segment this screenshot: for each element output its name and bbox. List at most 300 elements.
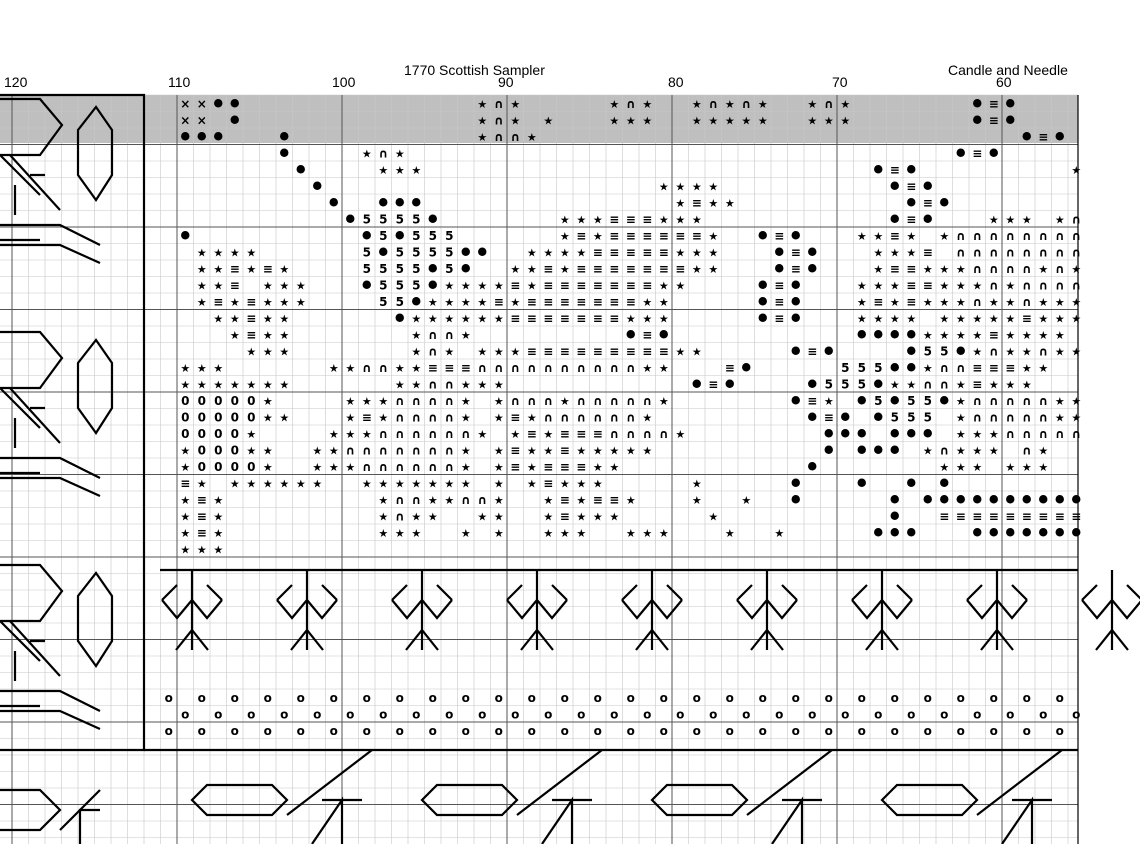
stitch-star: ★ [708,510,719,524]
stitch-ring: o [593,690,602,705]
stitch-star: ★ [444,345,455,359]
stitch-five: 5 [857,360,866,375]
stitch-star: ★ [955,460,966,474]
minor-grid [0,95,1081,844]
stitch-arch: ∩ [361,443,372,458]
stitch-star: ★ [955,411,966,425]
stitch-star: ★ [972,460,983,474]
stitch-ring: o [923,690,932,705]
stitch-star: ★ [609,510,620,524]
stitch-lines: ≡ [889,228,900,243]
stitch-star: ★ [856,279,867,293]
stitch-star: ★ [279,328,290,342]
stitch-zero: 0 [214,426,223,441]
stitch-ring: o [890,690,899,705]
stitch-star: ★ [724,526,735,540]
stitch-star: ★ [394,163,405,177]
stitch-star: ★ [889,246,900,260]
stitch-ring: o [560,723,569,738]
stitch-lines: ≡ [576,311,587,326]
stitch-dot [775,248,783,256]
stitch-arch: ∩ [444,443,455,458]
stitch-dot [808,248,816,256]
stitch-star: ★ [988,378,999,392]
stitch-star: ★ [675,213,686,227]
stitch-dot [1023,132,1031,140]
stitch-arch: ∩ [1054,228,1065,243]
stitch-arch: ∩ [559,410,570,425]
stitch-star: ★ [757,97,768,111]
stitch-arch: ∩ [972,393,983,408]
stitch-star: ★ [460,477,471,491]
stitch-star: ★ [262,444,273,458]
stitch-arch: ∩ [576,393,587,408]
stitch-star: ★ [378,477,389,491]
stitch-ring: o [329,723,338,738]
stitch-lines: ≡ [510,459,521,474]
stitch-lines: ≡ [592,492,603,507]
stitch-ring: o [181,707,190,722]
stitch-lines: ≡ [1071,509,1082,524]
stitch-ring: o [461,723,470,738]
stitch-dot [907,165,915,173]
stitch-star: ★ [691,97,702,111]
stitch-star: ★ [642,526,653,540]
stitch-arch: ∩ [394,492,405,507]
stitch-star: ★ [427,477,438,491]
stitch-arch: ∩ [1054,261,1065,276]
stitch-arch: ∩ [510,393,521,408]
stitch-dot [792,297,800,305]
stitch-lines: ≡ [246,327,257,342]
stitch-zero: 0 [197,459,206,474]
stitch-star: ★ [460,444,471,458]
stitch-star: ★ [625,526,636,540]
stitch-arch: ∩ [411,426,422,441]
stitch-lines: ≡ [906,294,917,309]
stitch-star: ★ [807,114,818,128]
stitch-ring: o [280,707,289,722]
stitch-arch: ∩ [1071,212,1082,227]
stitch-arch: ∩ [939,443,950,458]
stitch-arch: ∩ [378,360,389,375]
stitch-ring: o [230,690,239,705]
stitch-star: ★ [675,246,686,260]
stitch-star: ★ [460,411,471,425]
stitch-lines: ≡ [988,113,999,128]
stitch-star: ★ [823,394,834,408]
stitch-star: ★ [988,312,999,326]
stitch-star: ★ [873,312,884,326]
stitch-star: ★ [229,477,240,491]
stitch-five: 5 [362,212,371,227]
stitch-star: ★ [1038,361,1049,375]
stitch-ring: o [659,690,668,705]
stitch-ring: o [890,723,899,738]
border-tree [162,570,222,650]
stitch-lines: ≡ [988,360,999,375]
stitch-dot [825,347,833,355]
stitch-arch: ∩ [394,426,405,441]
stitch-lines: ≡ [609,294,620,309]
stitch-star: ★ [592,444,603,458]
stitch-lines: ≡ [906,261,917,276]
stitch-star: ★ [196,295,207,309]
stitch-lines: ≡ [576,294,587,309]
stitch-star: ★ [526,411,537,425]
stitch-star: ★ [196,378,207,392]
stitch-lines: ≡ [774,278,785,293]
stitch-ring: o [164,690,173,705]
stitch-five: 5 [395,294,404,309]
stitch-star: ★ [510,295,521,309]
stitch-star: ★ [1054,345,1065,359]
stitch-star: ★ [180,510,191,524]
stitch-arch: ∩ [988,393,999,408]
stitch-lines: ≡ [972,146,983,161]
stitch-dot [907,429,915,437]
stitch-star: ★ [559,213,570,227]
stitch-dot [841,413,849,421]
stitch-dot [792,495,800,503]
stitch-lines: ≡ [543,311,554,326]
stitch-lines: ≡ [559,278,570,293]
stitch-zero: 0 [230,443,239,458]
stitch-five: 5 [907,393,916,408]
stitch-dot [462,264,470,272]
stitch-ring: o [527,723,536,738]
stitch-dot [1056,528,1064,536]
stitch-cross: × [180,113,191,128]
stitch-star: ★ [757,114,768,128]
stitch-dot [429,281,437,289]
stitch-star: ★ [328,460,339,474]
stitch-star: ★ [543,510,554,524]
stitch-ring: o [956,690,965,705]
stitch-ring: o [313,707,322,722]
stitch-lines: ≡ [493,294,504,309]
stitch-five: 5 [890,410,899,425]
stitch-star: ★ [394,477,405,491]
stitch-star: ★ [180,543,191,557]
stitch-dot [297,165,305,173]
stitch-ring: o [544,707,553,722]
stitch-star: ★ [279,262,290,276]
stitch-arch: ∩ [1071,245,1082,260]
stitch-star: ★ [691,262,702,276]
stitch-star: ★ [955,394,966,408]
stitch-arch: ∩ [955,228,966,243]
stitch-lines: ≡ [592,311,603,326]
stitch-dot [907,347,915,355]
stitch-star: ★ [213,378,224,392]
stitch-arch: ∩ [1038,426,1049,441]
stitch-lines: ≡ [658,228,669,243]
stitch-arch: ∩ [394,509,405,524]
stitch-star: ★ [906,378,917,392]
stitch-dot [825,429,833,437]
stitch-star: ★ [922,444,933,458]
stitch-dot [660,330,668,338]
stitch-star: ★ [625,444,636,458]
stitch-star: ★ [939,295,950,309]
stitch-star: ★ [361,394,372,408]
stitch-lines: ≡ [609,261,620,276]
stitch-star: ★ [246,262,257,276]
stitch-star: ★ [345,361,356,375]
stitch-star: ★ [196,246,207,260]
stitch-dot [973,495,981,503]
stitch-ring: o [907,707,916,722]
stitch-star: ★ [378,163,389,177]
stitch-dot [792,281,800,289]
stitch-star: ★ [312,460,323,474]
stitch-lines: ≡ [708,377,719,392]
stitch-lines: ≡ [543,278,554,293]
left-border-stem [0,711,100,729]
stitch-star: ★ [642,97,653,111]
stitch-arch: ∩ [1021,261,1032,276]
stitch-arch: ∩ [939,360,950,375]
stitch-ring: o [247,707,256,722]
stitch-lines: ≡ [229,261,240,276]
stitch-arch: ∩ [988,278,999,293]
stitch-ring: o [923,723,932,738]
stitch-lines: ≡ [543,261,554,276]
stitch-star: ★ [477,97,488,111]
stitch-star: ★ [1054,312,1065,326]
stitch-arch: ∩ [1005,228,1016,243]
stitch-star: ★ [559,246,570,260]
stitch-lines: ≡ [774,228,785,243]
stitch-star: ★ [1071,262,1082,276]
stitch-ring: o [1006,707,1015,722]
stitch-ring: o [643,707,652,722]
stitch-star: ★ [180,493,191,507]
stitch-star: ★ [262,477,273,491]
stitch-dot [1006,528,1014,536]
stitch-arch: ∩ [477,360,488,375]
stitch-lines: ≡ [642,228,653,243]
stitch-star: ★ [955,444,966,458]
stitch-lines: ≡ [906,179,917,194]
stitch-zero: 0 [214,393,223,408]
stitch-star: ★ [988,427,999,441]
stitch-five: 5 [412,261,421,276]
stitch-lines: ≡ [625,278,636,293]
stitch-star: ★ [939,229,950,243]
stitch-dot [907,330,915,338]
stitch-dot [891,182,899,190]
stitch-lines: ≡ [559,311,570,326]
stitch-dot [1006,99,1014,107]
stitch-dot [363,281,371,289]
stitch-arch: ∩ [543,360,554,375]
stitch-ring: o [1055,723,1064,738]
stitch-five: 5 [379,278,388,293]
stitch-ring: o [593,723,602,738]
stitch-ring: o [197,723,206,738]
stitch-zero: 0 [197,426,206,441]
stitch-arch: ∩ [1054,426,1065,441]
stitch-dot [214,132,222,140]
stitch-star: ★ [196,361,207,375]
stitch-lines: ≡ [642,245,653,260]
stitch-dot [825,446,833,454]
stitch-star: ★ [1021,460,1032,474]
stitch-star: ★ [213,312,224,326]
stitch-lines: ≡ [576,261,587,276]
stitch-star: ★ [180,378,191,392]
stitch-five: 5 [379,294,388,309]
stitch-five: 5 [395,245,404,260]
stitch-dot [396,314,404,322]
border-tree [737,570,797,650]
stitch-star: ★ [394,361,405,375]
stitch-star: ★ [856,229,867,243]
stitch-star: ★ [394,378,405,392]
stitch-arch: ∩ [411,459,422,474]
stitch-arch: ∩ [972,294,983,309]
stitch-star: ★ [196,543,207,557]
stitch-dot [907,479,915,487]
stitch-star: ★ [279,279,290,293]
stitch-star: ★ [691,114,702,128]
stitch-star: ★ [378,394,389,408]
stitch-dot [396,231,404,239]
stitch-ring: o [263,690,272,705]
stitch-lines: ≡ [675,261,686,276]
stitch-lines: ≡ [625,261,636,276]
stitch-arch: ∩ [972,228,983,243]
stitch-dot [858,429,866,437]
stitch-star: ★ [1005,312,1016,326]
stitch-star: ★ [411,312,422,326]
stitch-lines: ≡ [526,344,537,359]
stitch-arch: ∩ [444,459,455,474]
stitch-lines: ≡ [790,261,801,276]
stitch-star: ★ [1054,411,1065,425]
stitch-star: ★ [180,444,191,458]
stitch-star: ★ [543,114,554,128]
stitch-star: ★ [543,493,554,507]
stitch-star: ★ [444,279,455,293]
stitch-lines: ≡ [625,344,636,359]
stitch-arch: ∩ [1005,245,1016,260]
bottom-vine [747,750,832,844]
stitch-ring: o [478,707,487,722]
stitch-arch: ∩ [559,360,570,375]
stitch-star: ★ [675,345,686,359]
stitch-star: ★ [361,427,372,441]
stitch-arch: ∩ [427,377,438,392]
stitch-ring: o [791,690,800,705]
stitch-five: 5 [379,212,388,227]
stitch-arch: ∩ [378,459,389,474]
stitch-dot [379,248,387,256]
stitch-dot [973,528,981,536]
stitch-star: ★ [691,477,702,491]
stitch-star: ★ [592,477,603,491]
stitch-star: ★ [262,394,273,408]
stitch-lines: ≡ [510,278,521,293]
stitch-lines: ≡ [625,245,636,260]
stitch-arch: ∩ [493,129,504,144]
stitch-ring: o [626,723,635,738]
stitch-star: ★ [939,279,950,293]
stitch-star: ★ [262,312,273,326]
stitch-star: ★ [411,361,422,375]
stitch-ring: o [1055,690,1064,705]
stitch-dot [1023,495,1031,503]
stitch-five: 5 [874,360,883,375]
stitch-lines: ≡ [576,228,587,243]
stitch-star: ★ [873,279,884,293]
stitch-arch: ∩ [609,426,620,441]
stitch-star: ★ [889,312,900,326]
stitch-lines: ≡ [526,311,537,326]
stitch-dot [907,198,915,206]
stitch-lines: ≡ [774,311,785,326]
stitch-arch: ∩ [394,459,405,474]
stitch-star: ★ [955,279,966,293]
stitch-star: ★ [394,147,405,161]
stitch-star: ★ [658,180,669,194]
stitch-dot [726,380,734,388]
stitch-star: ★ [444,477,455,491]
stitch-dot [198,132,206,140]
stitch-star: ★ [213,262,224,276]
stitch-arch: ∩ [493,113,504,128]
stitch-zero: 0 [214,410,223,425]
stitch-star: ★ [807,97,818,111]
stitch-star: ★ [510,114,521,128]
stitch-star: ★ [675,196,686,210]
stitch-lines: ≡ [196,525,207,540]
stitch-ring: o [379,707,388,722]
stitch-star: ★ [328,444,339,458]
stitch-arch: ∩ [510,360,521,375]
stitch-star: ★ [922,361,933,375]
stitch-lines: ≡ [988,96,999,111]
left-border-vine [0,621,100,711]
stitch-star: ★ [444,295,455,309]
stitch-arch: ∩ [1071,426,1082,441]
stitch-star: ★ [427,510,438,524]
stitch-five: 5 [874,393,883,408]
stitch-zero: 0 [197,443,206,458]
stitch-lines: ≡ [576,459,587,474]
stitch-star: ★ [543,526,554,540]
stitch-lines: ≡ [609,311,620,326]
stitch-dot [1006,116,1014,124]
stitch-arch: ∩ [939,377,950,392]
stitch-lines: ≡ [642,327,653,342]
stitch-star: ★ [180,361,191,375]
stitch-star: ★ [955,312,966,326]
stitch-star: ★ [972,345,983,359]
stitch-star: ★ [312,477,323,491]
stitch-lines: ≡ [559,459,570,474]
stitch-lines: ≡ [1005,360,1016,375]
stitch-star: ★ [196,279,207,293]
stitch-dot [313,182,321,190]
stitch-lines: ≡ [691,195,702,210]
stitch-star: ★ [1005,328,1016,342]
stitch-star: ★ [609,114,620,128]
stitch-star: ★ [394,526,405,540]
stitch-dot [808,462,816,470]
